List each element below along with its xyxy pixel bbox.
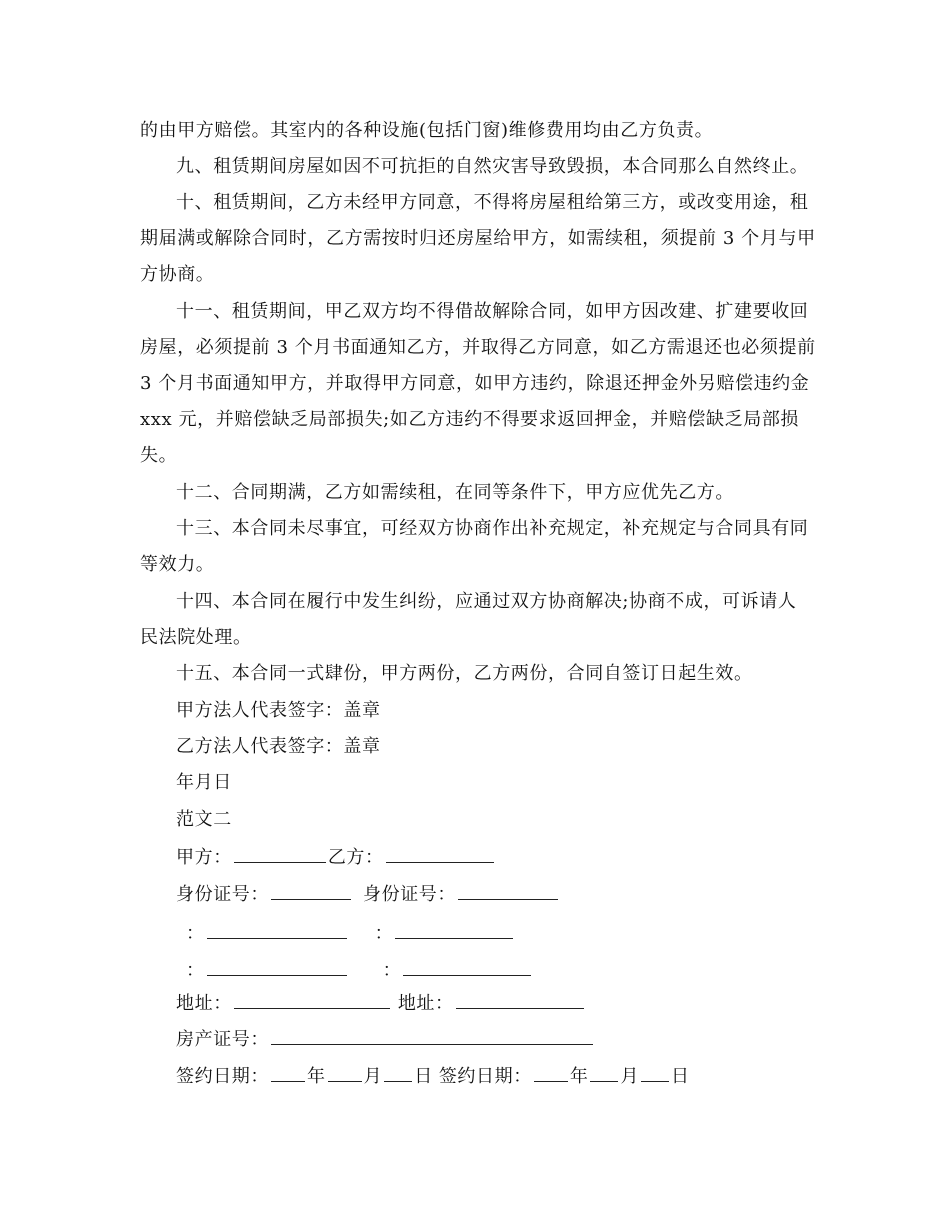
- party-b-blank[interactable]: [386, 840, 494, 863]
- party-a-label: 甲方：: [176, 847, 232, 868]
- parties-row: [176, 840, 496, 876]
- sample-two-heading: 范文二: [176, 809, 232, 830]
- clause-eleven-line-4: xxx 元，并赔偿缺乏局部损失;如乙方违约不得要求返回押金，并赔偿缺乏局部损: [140, 409, 800, 430]
- address-label-b: 地址：: [397, 993, 454, 1014]
- party-b-label: 乙方：: [327, 847, 384, 868]
- address-label-a: 地址：: [176, 993, 232, 1014]
- day-b-blank[interactable]: [641, 1059, 669, 1082]
- blank-row-2: [186, 953, 533, 989]
- clause-fifteen: 十五、本合同一式肆份，甲方两份，乙方两份，合同自签订日起生效。: [176, 663, 753, 684]
- deed-label: 房产证号：: [176, 1029, 269, 1050]
- clause-eleven-line-5: 失。: [140, 445, 178, 466]
- clause-eleven-line-2: 房屋，必须提前 3 个月书面通知乙方，并取得乙方同意，如乙方需退还也必须提前: [140, 337, 816, 358]
- month-b: 月: [620, 1066, 640, 1087]
- year-b-blank[interactable]: [534, 1059, 568, 1082]
- text-line: 的由甲方赔偿。其室内的各种设施(包括门窗)维修费用均由乙方负责。: [140, 120, 714, 141]
- colon-1a: ：: [186, 923, 205, 944]
- deed-blank[interactable]: [271, 1022, 593, 1045]
- day-a-blank[interactable]: [384, 1059, 412, 1082]
- clause-ten-line-1: 十、租赁期间，乙方未经甲方同意，不得将房屋租给第三方，或改变用途，租: [176, 192, 809, 213]
- month-a: 月: [363, 1066, 383, 1087]
- blank-1b[interactable]: [395, 916, 513, 939]
- clause-nine: 九、租赁期间房屋如因不可抗拒的自然灾害导致毁损，本合同那么自然终止。: [176, 156, 809, 177]
- address-row: [176, 986, 586, 1022]
- sign-date-row: [176, 1059, 690, 1095]
- month-b-blank[interactable]: [590, 1059, 618, 1082]
- party-a-blank[interactable]: [234, 840, 326, 863]
- month-a-blank[interactable]: [328, 1059, 362, 1082]
- colon-1b: ：: [374, 923, 394, 944]
- clause-fourteen-line-1: 十四、本合同在履行中发生纠纷，应通过双方协商解决;协商不成，可诉请人: [176, 591, 797, 612]
- address-a-blank[interactable]: [234, 986, 390, 1009]
- clause-eleven-line-3: 3 个月书面通知甲方，并取得甲方同意，如甲方违约，除退还押金外另赔偿违约金: [140, 373, 810, 394]
- clause-thirteen-line-2: 等效力。: [140, 554, 215, 575]
- colon-2b: ：: [382, 960, 402, 981]
- clause-fourteen-line-2: 民法院处理。: [140, 627, 252, 648]
- year-a-blank[interactable]: [271, 1059, 305, 1082]
- id-b-blank[interactable]: [458, 877, 558, 900]
- clause-ten-line-3: 方协商。: [140, 264, 215, 285]
- blank-2b[interactable]: [403, 953, 531, 976]
- blank-row-1: [186, 916, 515, 952]
- clause-thirteen-line-1: 十三、本合同未尽事宜，可经双方协商作出补充规定，补充规定与合同具有同: [176, 518, 809, 539]
- year-a: 年: [307, 1066, 326, 1087]
- year-b: 年: [569, 1066, 589, 1087]
- clause-eleven-line-1: 十一、租赁期间，甲乙双方均不得借故解除合同，如甲方因改建、扩建要收回: [176, 301, 809, 322]
- party-b-signature: 乙方法人代表签字：盖章: [176, 736, 381, 757]
- day-a: 日: [414, 1066, 433, 1087]
- blank-1a[interactable]: [207, 916, 347, 939]
- id-label-a: 身份证号：: [176, 884, 269, 905]
- id-row: [176, 877, 560, 913]
- id-label-b: 身份证号：: [363, 884, 456, 905]
- blank-2a[interactable]: [207, 953, 347, 976]
- sign-date-label-a: 签约日期：: [176, 1066, 269, 1087]
- party-a-signature: 甲方法人代表签字：盖章: [176, 700, 381, 721]
- deed-row: [176, 1022, 595, 1058]
- clause-ten-line-2: 期届满或解除合同时，乙方需按时归还房屋给甲方，如需续租，须提前 3 个月与甲: [140, 228, 816, 249]
- colon-2a: ：: [186, 960, 205, 981]
- id-a-blank[interactable]: [271, 877, 351, 900]
- day-b: 日: [671, 1066, 690, 1087]
- address-b-blank[interactable]: [456, 986, 584, 1009]
- date-line: 年月日: [176, 772, 232, 793]
- sign-date-label-b: 签约日期：: [438, 1066, 532, 1087]
- clause-twelve: 十二、合同期满，乙方如需续租，在同等条件下，甲方应优先乙方。: [176, 482, 734, 503]
